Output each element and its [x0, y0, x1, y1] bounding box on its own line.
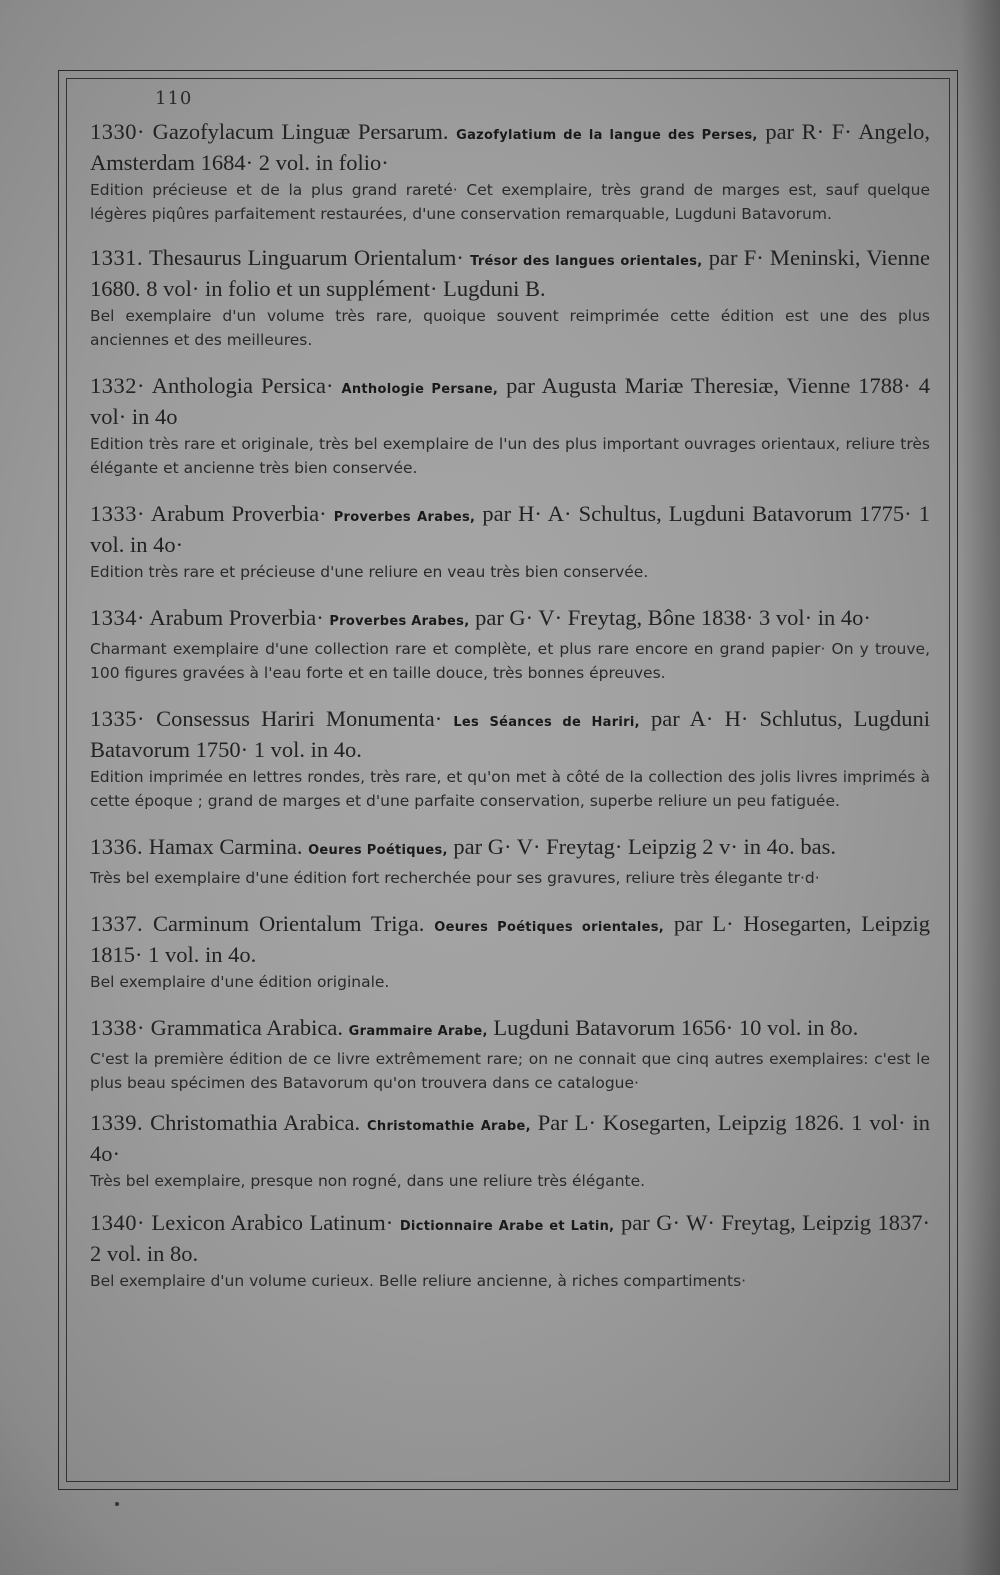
- entry-latin-title: Lexicon Arabico Latinum·: [151, 1210, 394, 1235]
- entry-french-title: Trésor des langues orientales,: [470, 254, 703, 269]
- entry-latin-title: Arabum Proverbia·: [150, 501, 327, 526]
- entry-description: C'est la première édition de ce livre extrêmement rare; on ne connait que cinq autres exemplaires: c'est le plus beau spécimen des Batavorum qu'on trouvera dans ce catalogue·: [90, 1050, 930, 1092]
- entry-latin-title: Anthologia Persica·: [151, 373, 334, 398]
- entry-number: 1330·: [90, 119, 145, 144]
- entry-number: 1332·: [90, 373, 145, 398]
- entry-latin-title: Christomathia Arabica.: [150, 1110, 361, 1135]
- entry-publication: par G· V· Freytag, Bône 1838· 3 vol· in 4o·: [475, 605, 871, 630]
- entry-latin-title: Grammatica Arabica.: [150, 1015, 344, 1040]
- catalogue-entry-1336: [90, 833, 930, 890]
- entry-publication: par Augusta Mariæ Theresiæ, Vienne 1788· 4 vol· in 4o: [90, 373, 931, 429]
- entry-french-title: Grammaire Arabe,: [348, 1024, 488, 1039]
- entry-publication: par F· Meninski, Vienne 1680. 8 vol· in folio et un supplément· Lugduni B.: [90, 245, 931, 301]
- entry-french-title: Gazofylatium de la langue des Perses,: [456, 128, 758, 143]
- entry-number: 1333·: [90, 501, 145, 526]
- entry-heading: [90, 604, 930, 635]
- entry-french-title: Proverbes Arabes,: [333, 510, 476, 525]
- catalogue-entry-1334: [90, 604, 930, 685]
- entry-french-title: Christomathie Arabe,: [367, 1119, 531, 1134]
- catalogue-entry-1337: [90, 910, 930, 994]
- page-number: 110: [155, 88, 193, 109]
- entry-french-title: Oeures Poétiques orientales,: [434, 920, 665, 935]
- entry-heading: [90, 833, 930, 864]
- catalogue-entry-1338: [90, 1014, 930, 1095]
- entry-number: 1331.: [90, 245, 144, 270]
- entry-french-title: Oeures Poétiques,: [308, 843, 448, 858]
- entry-heading: [90, 705, 930, 763]
- entry-description: Edition très rare et précieuse d'une reliure en veau très bien conservée.: [90, 563, 649, 581]
- margin-dot: [115, 1502, 119, 1506]
- entry-number: 1338·: [90, 1015, 145, 1040]
- entry-heading: [90, 1109, 930, 1167]
- entry-description: Edition imprimée en lettres rondes, très rare, et qu'on met à côté de la collection des jolis livres imprimés à cette époque ; grand de marges et d'une parfaite conservation, superbe reliure un peu fatiguée.: [90, 768, 930, 810]
- entry-publication: par G· W· Freytag, Leipzig 1837· 2 vol. in 8o.: [90, 1210, 931, 1266]
- entry-latin-title: Gazofylacum Linguæ Persarum.: [152, 119, 449, 144]
- entry-publication: par R· F· Angelo, Amsterdam 1684· 2 vol. in folio·: [90, 119, 931, 175]
- entry-description: Edition très rare et originale, très bel exemplaire de l'un des plus important ouvrages orientaux, reliure très élégante et ancienne très bien conservée.: [90, 435, 930, 477]
- page-edge-shadow: [960, 0, 1000, 1575]
- entry-description: Charmant exemplaire d'une collection rare et complète, et plus rare encore en grand papier· On y trouve, 100 figures gravées à l'eau forte et en taille douce, très bonnes épreuves.: [90, 640, 930, 682]
- entry-latin-title: Carminum Orientalum Triga.: [152, 911, 425, 936]
- entry-publication: par G· V· Freytag· Leipzig 2 v· in 4o. bas.: [453, 834, 837, 859]
- entry-number: 1334·: [90, 605, 145, 630]
- entry-description: Bel exemplaire d'un volume très rare, quoique souvent reimprimée cette édition est une des plus anciennes et des meilleures.: [90, 307, 930, 349]
- catalogue-entry-1331: [90, 244, 930, 352]
- entry-number: 1335·: [90, 706, 145, 731]
- entry-publication: par A· H· Schlutus, Lugduni Batavorum 1750· 1 vol. in 4o.: [90, 706, 931, 762]
- entry-description: Très bel exemplaire, presque non rogné, dans une reliure très élégante.: [90, 1172, 646, 1190]
- entry-latin-title: Thesaurus Linguarum Orientalum·: [148, 245, 464, 270]
- entry-french-title: Anthologie Persane,: [341, 382, 499, 397]
- entry-number: 1337.: [90, 911, 144, 936]
- entry-publication: par L· Hosegarten, Leipzig 1815· 1 vol. in 4o.: [90, 911, 931, 967]
- entry-number: 1339.: [90, 1110, 144, 1135]
- entry-heading: [90, 372, 930, 430]
- catalogue-entry-1339: [90, 1109, 930, 1193]
- entry-french-title: Les Séances de Hariri,: [453, 715, 640, 730]
- catalogue-entry-1335: [90, 705, 930, 813]
- entry-latin-title: Hamax Carmina.: [148, 834, 303, 859]
- entry-heading: [90, 244, 930, 302]
- entry-description: Bel exemplaire d'un volume curieux. Belle reliure ancienne, à riches compartiments·: [90, 1272, 747, 1290]
- entry-latin-title: Consessus Hariri Monumenta·: [156, 706, 443, 731]
- entry-description: Très bel exemplaire d'une édition fort recherchée pour ses gravures, reliure très élegante tr·d·: [90, 869, 820, 887]
- entry-heading: [90, 118, 930, 176]
- entry-heading: [90, 910, 930, 968]
- entry-description: Edition précieuse et de la plus grand rareté· Cet exemplaire, très grand de marges est, sauf quelque légères piqûres parfaitement restaurées, d'une conservation remarquable, Lugduni Batavorum.: [90, 181, 930, 223]
- catalogue-entry-1333: [90, 500, 930, 584]
- catalogue-entry-1330: [90, 118, 930, 226]
- entry-publication: Par L· Kosegarten, Leipzig 1826. 1 vol· in 4o·: [90, 1110, 931, 1166]
- entry-french-title: Dictionnaire Arabe et Latin,: [399, 1219, 615, 1234]
- catalogue-entries: [90, 118, 930, 1293]
- entry-heading: [90, 1209, 930, 1267]
- entry-publication: Lugduni Batavorum 1656· 10 vol. in 8o.: [493, 1015, 859, 1040]
- entry-heading: [90, 1014, 930, 1045]
- catalogue-entry-1340: [90, 1209, 930, 1293]
- entry-latin-title: Arabum Proverbia·: [149, 605, 324, 630]
- entry-number: 1340·: [90, 1210, 145, 1235]
- catalogue-entry-1332: [90, 372, 930, 480]
- entry-description: Bel exemplaire d'une édition originale.: [90, 973, 390, 991]
- entry-heading: [90, 500, 930, 558]
- entry-number: 1336.: [90, 834, 144, 859]
- entry-publication: par H· A· Schultus, Lugduni Batavorum 1775· 1 vol. in 4o·: [90, 501, 931, 557]
- entry-french-title: Proverbes Arabes,: [329, 614, 470, 629]
